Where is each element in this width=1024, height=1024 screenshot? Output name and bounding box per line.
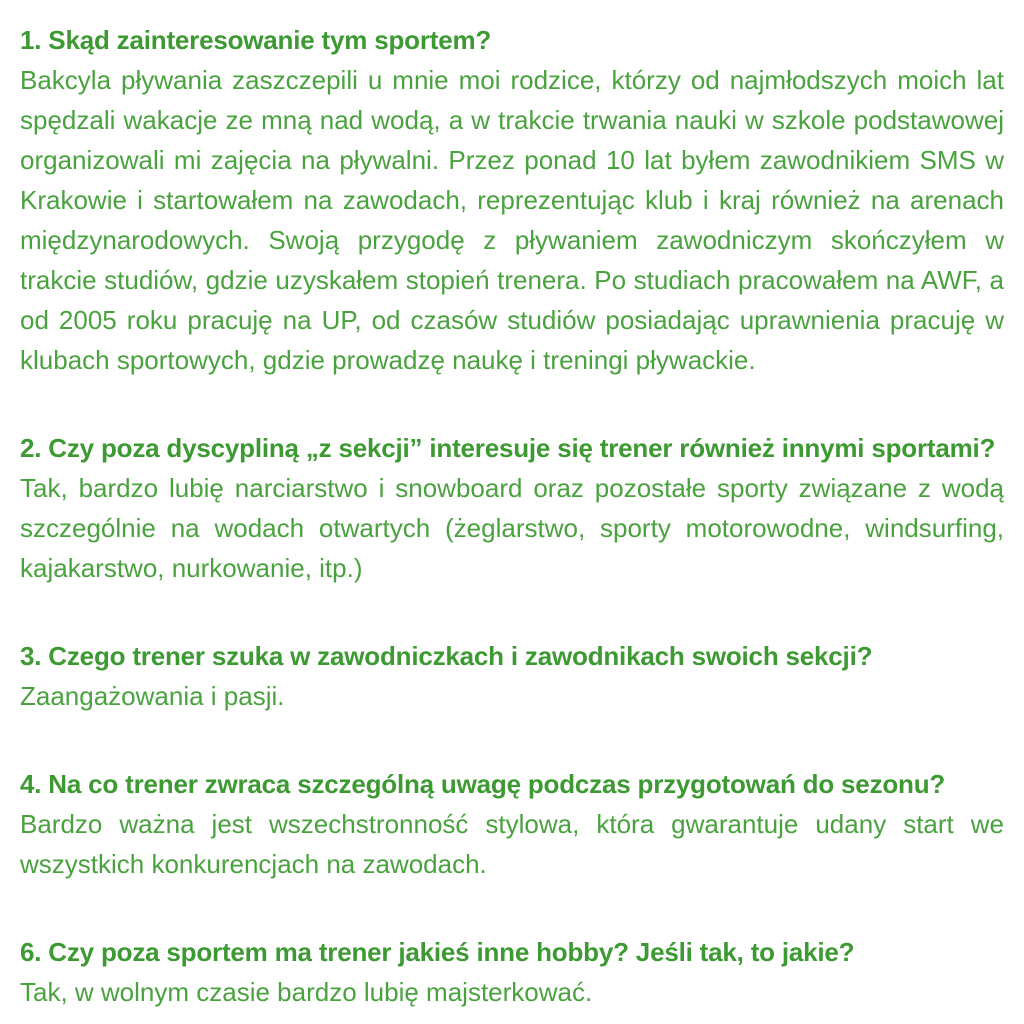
question-heading-2: 2. Czy poza dyscypliną „z sekcji” interesuje się trener również innymi sportami? [20,433,996,463]
qa-section-6 [20,932,1004,1012]
answer-paragraph-1: Bakcyla pływania zaszczepili u mnie moi rodzice, którzy od najmłodszych moich lat spędzali wakacje ze mną nad wodą, a w trakcie trwania nauki w szkole podstawowej organizowali mi zajęcia na pływalni. Przez ponad 10 lat byłem zawodnikiem SMS w Krakowie i startowałem na zawodach, reprezentując klub i kraj również na arenach międzynarodowych. Swoją przygodę z pływaniem zawodniczym skończyłem w trakcie studiów, gdzie uzyskałem stopień trenera. Po studiach pracowałem na AWF, a od 2005 roku pracuję na UP, od czasów studiów posiadając uprawnienia pracuję w klubach sportowych, gdzie prowadzę naukę i treningi pływackie. [20,65,1004,375]
question-heading-4: 4. Na co trener zwraca szczególną uwagę podczas przygotowań do sezonu? [20,769,946,799]
qa-section-3 [20,636,1004,716]
question-heading-3: 3. Czego trener szuka w zawodniczkach i zawodnikach swoich sekcji? [20,641,873,671]
qa-section-4 [20,764,1004,884]
answer-paragraph-2: Tak, bardzo lubię narciarstwo i snowboard oraz pozostałe sporty związane z wodą szczególnie na wodach otwartych (żeglarstwo, sporty motorowodne, windsurfing, kajakarstwo, nurkowanie, itp.) [20,473,1004,583]
qa-section-1 [20,20,1004,380]
answer-paragraph-6: Tak, w wolnym czasie bardzo lubię majsterkować. [20,977,593,1007]
question-heading-1: 1. Skąd zainteresowanie tym sportem? [20,25,492,55]
question-heading-6: 6. Czy poza sportem ma trener jakieś inne hobby? Jeśli tak, to jakie? [20,937,855,967]
answer-paragraph-3: Zaangażowania i pasji. [20,681,285,711]
answer-paragraph-4: Bardzo ważna jest wszechstronność stylowa, która gwarantuje udany start we wszystkich konkurencjach na zawodach. [20,809,1004,879]
qa-section-2 [20,428,1004,588]
